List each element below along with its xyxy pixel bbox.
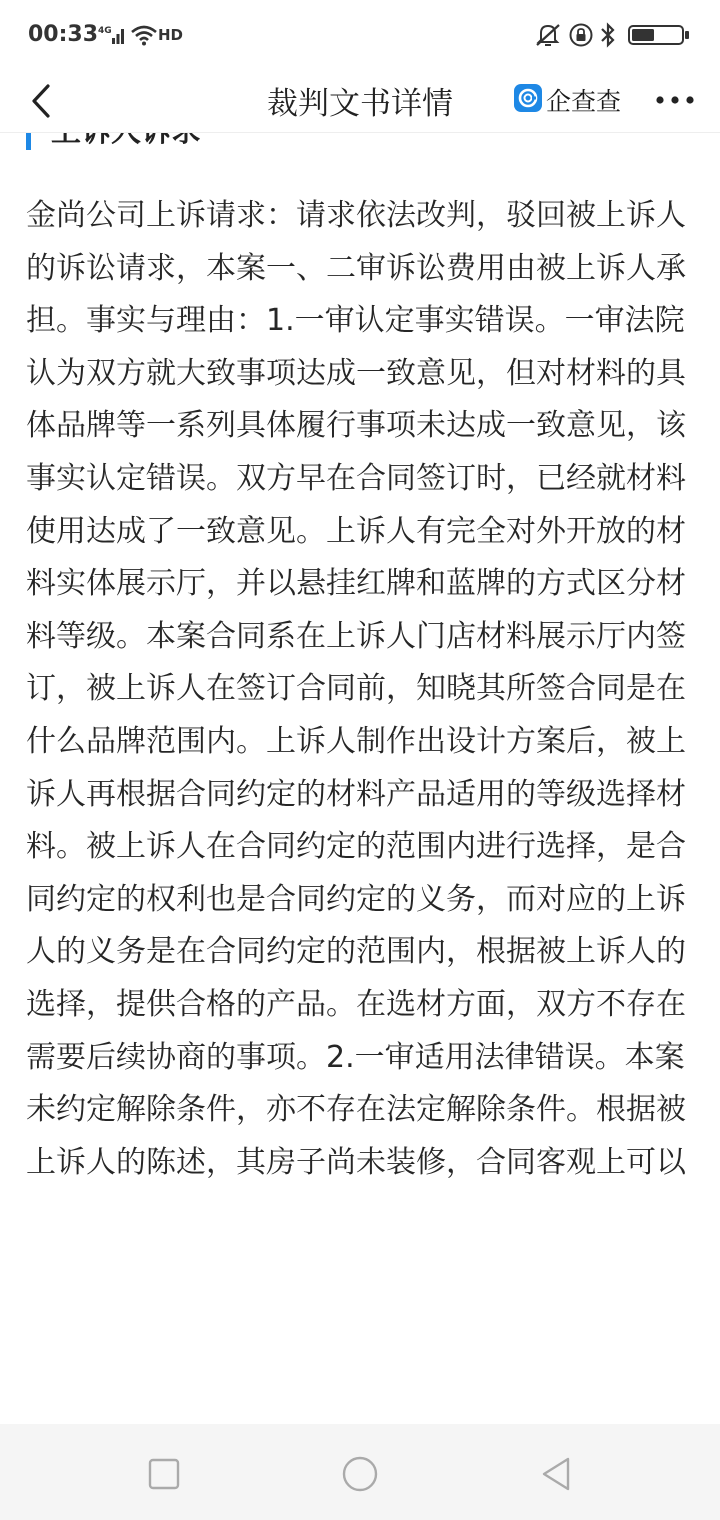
status-time: 00:33 (28, 22, 99, 47)
recent-apps-icon[interactable] (144, 1454, 184, 1494)
status-bar (0, 0, 720, 70)
system-nav-bar (0, 1424, 720, 1520)
qichacha-logo-icon (514, 84, 542, 112)
chevron-left-icon[interactable] (22, 76, 62, 126)
home-icon[interactable] (340, 1454, 380, 1494)
battery-icon (628, 22, 690, 48)
signal-icon (98, 24, 126, 46)
back-triangle-icon[interactable] (536, 1454, 576, 1494)
document-body-text: 金尚公司上诉请求：请求依法改判，驳回被上诉人的诉讼请求，本案一、二审诉讼费用由被上诉人承担。事实与理由：1.一审认定事实错误。一审法院认为双方就大致事项达成一致意见，但对材料的具体品牌等一系列具体履行事项未达成一致意见，该事实认定错误。双方早在合同签订时，已经就材料使用达成了一致意见。上诉人有完全对外开放的材料实体展示厅，并以悬挂红牌和蓝牌的方式区分材料等级。本案合同系在上诉人门店材料展示厅内签订，被上诉人在签订合同前，知晓其所签合同是在什么品牌范围内。上诉人制作出设计方案后，被上诉人再根据合同约定的材料产品适用的等级选择材料。被上诉人在合同约定的范围内进行选择，是合同约定的权利也是合同约定的义务，而对应的上诉人的义务是在合同约定的范围内，根据被上诉人的选择，提供合格的产品。在选材方面，双方不存在需要后续协商的事项。2.一审适用法律错误。本案未约定解除条件，亦不存在法定解除条件。根据被上诉人的陈述，其房子尚未装修，合同客观上可以 (26, 198, 686, 1180)
lock-rotation-icon (568, 22, 594, 48)
wifi-icon (130, 24, 158, 46)
document-content[interactable] (0, 132, 720, 1424)
bluetooth-icon (598, 22, 618, 48)
more-dots-icon[interactable] (652, 82, 698, 118)
app-header (0, 70, 720, 133)
mute-icon (534, 22, 562, 48)
page-title: 裁判文书详情 (267, 86, 453, 122)
hd-badge: HD (158, 26, 184, 44)
network-label: 4G (98, 26, 112, 36)
brand-name: 企查查 (546, 87, 622, 116)
